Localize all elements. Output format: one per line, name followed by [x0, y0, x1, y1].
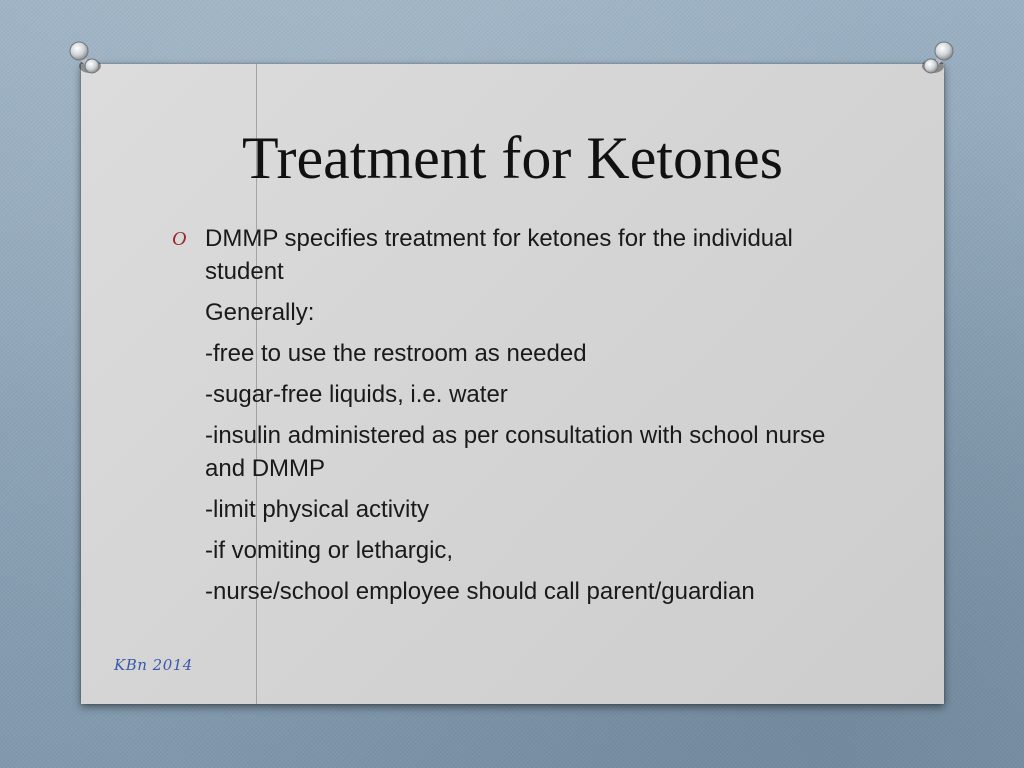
bullet-content: [205, 222, 865, 616]
bullet-line: -free to use the restroom as needed: [205, 340, 587, 367]
pushpin-icon: [68, 40, 106, 78]
bullet-line: -if vomiting or lethargic,: [205, 537, 454, 564]
bullet-line: Generally:: [205, 299, 315, 326]
pushpin-icon: [917, 40, 955, 78]
bullet-line: -limit physical activity: [205, 496, 430, 523]
slide-title: Treatment for Ketones: [242, 125, 783, 191]
bullet-line: -nurse/school employee should call parent/guardian: [205, 578, 755, 605]
bullet-marker: O: [172, 228, 187, 250]
footer-text: KBn 2014: [114, 656, 193, 674]
bullet-line: -insulin administered as per consultation with school nurse and DMMP: [205, 422, 826, 482]
bullet-line: -sugar-free liquids, i.e. water: [205, 381, 508, 408]
bullet-line: DMMP specifies treatment for ketones for the individual student: [205, 225, 793, 285]
